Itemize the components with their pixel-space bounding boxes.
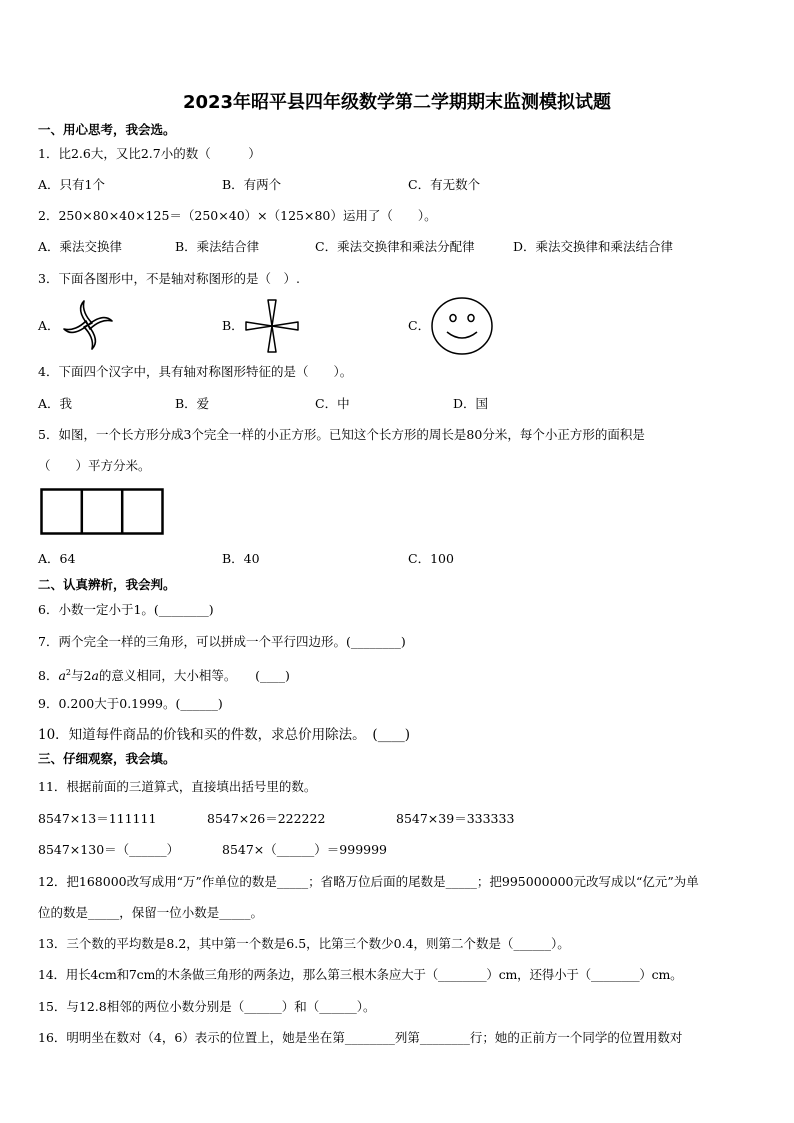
question-6: 6．小数一定小于1。(________) — [38, 602, 214, 617]
q11-equation-2: 8547×26＝222222 — [207, 811, 326, 826]
question-4: 4．下面四个汉字中，具有轴对称图形特征的是（ ）。 — [38, 364, 353, 379]
q8-middle: 与2 — [71, 668, 92, 684]
three-squares-figure — [40, 488, 164, 536]
q3-option-c: C． — [408, 318, 431, 333]
pinwheel-figure — [58, 299, 118, 351]
q3-option-a: A． — [38, 318, 60, 333]
q11-equation-4: 8547×130＝（______） — [38, 842, 180, 857]
question-13: 13．三个数的平均数是8.2，其中第一个数是6.5，比第三个数少0.4，则第二个数是（______）。 — [38, 936, 570, 951]
question-10: 10．知道每件商品的价钱和买的件数，求总价用除法。 (____) — [38, 727, 410, 743]
q11-equation-5: 8547×（______）＝999999 — [222, 842, 388, 857]
question-8 — [38, 665, 290, 684]
question-2: 2．250×80×40×125＝（250×40）×（125×80）运用了（ ）。 — [38, 208, 437, 223]
question-5-cont: （ ）平方分米。 — [38, 458, 151, 473]
section-3-heading: 三、仔细观察，我会填。 — [38, 751, 176, 766]
section-1-heading: 一、用心思考，我会选。 — [38, 122, 176, 137]
q3-option-b: B． — [222, 318, 244, 333]
question-12-line-2: 位的数是_____，保留一位小数是_____。 — [38, 905, 264, 920]
q2-option-c: C．乘法交换律和乘法分配律 — [315, 239, 475, 254]
page-title: 2023年昭平县四年级数学第二学期期末监测模拟试题 — [182, 92, 612, 113]
question-5: 5．如图，一个长方形分成3个完全一样的小正方形。已知这个长方形的周长是80分米，每个小正方形的面积是 — [38, 427, 645, 442]
q8-exponent: 2 — [65, 668, 71, 677]
q8-suffix: 的意义相同，大小相等。 (____) — [98, 668, 290, 684]
question-11: 11．根据前面的三道算式，直接填出括号里的数。 — [38, 779, 317, 794]
q4-option-d: D．国 — [453, 396, 489, 411]
q4-option-c: C．中 — [315, 396, 350, 411]
question-14: 14．用长4cm和7cm的木条做三角形的两条边，那么第三根木条应大于（________）cm，还得小于（________）cm。 — [38, 967, 683, 982]
question-3: 3．下面各图形中，不是轴对称图形的是（ ）. — [38, 271, 300, 286]
q8-variable-a: a — [58, 668, 66, 684]
smiley-face-figure — [430, 296, 494, 356]
q11-equation-3: 8547×39＝333333 — [396, 811, 515, 826]
q2-option-b: B．乘法结合律 — [175, 239, 260, 254]
section-2-heading: 二、认真辨析，我会判。 — [38, 577, 176, 592]
question-7: 7．两个完全一样的三角形，可以拼成一个平行四边形。(________) — [38, 634, 406, 649]
q8-variable-a-2: a — [91, 668, 99, 684]
cross-shape-figure — [242, 298, 302, 354]
q11-equation-1: 8547×13＝111111 — [38, 811, 157, 826]
q4-option-b: B．爱 — [175, 396, 210, 411]
q1-option-c: C．有无数个 — [408, 177, 481, 192]
q5-option-a: A．64 — [38, 551, 76, 566]
q2-option-d: D．乘法交换律和乘法结合律 — [513, 239, 674, 254]
question-12-line-1: 12．把168000改写成用“万”作单位的数是_____；省略万位后面的尾数是_____；把995000000元改写成以“亿元”为单 — [38, 874, 699, 889]
q5-option-b: B．40 — [222, 551, 260, 566]
q1-option-b: B．有两个 — [222, 177, 282, 192]
q5-option-c: C．100 — [408, 551, 454, 566]
q8-prefix: 8． — [38, 668, 59, 684]
question-1: 1．比2.6大，又比2.7小的数（ ） — [38, 146, 261, 161]
q4-option-a: A．我 — [38, 396, 73, 411]
question-9: 9．0.200大于0.1999。(______) — [38, 696, 223, 711]
question-16: 16．明明坐在数对（4，6）表示的位置上，她是坐在第________列第________行；她的正前方一个同学的位置用数对 — [38, 1030, 683, 1045]
question-15: 15．与12.8相邻的两位小数分别是（______）和（______）。 — [38, 999, 376, 1014]
q2-option-a: A．乘法交换律 — [38, 239, 123, 254]
q1-option-a: A．只有1个 — [38, 177, 105, 192]
